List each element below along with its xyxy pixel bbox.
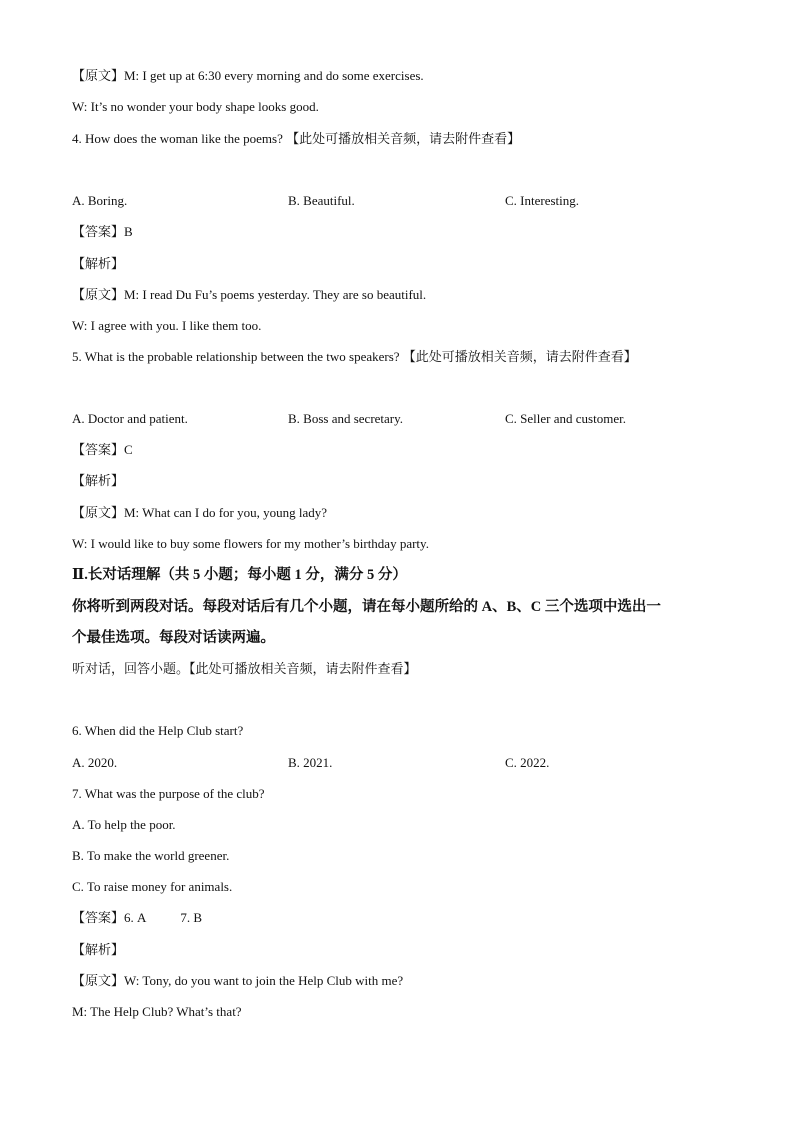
- q4-option-b: B. Beautiful.: [288, 193, 355, 208]
- q5-answer: 【答案】C: [72, 442, 133, 457]
- q6-7-transcript-man: M: The Help Club? What’s that?: [72, 1004, 242, 1019]
- dialogue-prompt: 听对话，回答小题。【此处可播放相关音频，请去附件查看】: [72, 661, 417, 676]
- q4-transcript-man: 【原文】M: I read Du Fu’s poems yesterday. They are so beautiful.: [72, 287, 427, 302]
- q4-answer: 【答案】B: [72, 224, 133, 239]
- q7-option-c: C. To raise money for animals.: [72, 879, 233, 894]
- q5-option-b: B. Boss and secretary.: [288, 411, 404, 426]
- q7-answer: 7. B: [180, 910, 203, 925]
- q7-question: 7. What was the purpose of the club?: [72, 786, 265, 801]
- q6-7-transcript-woman: 【原文】W: Tony, do you want to join the Help Club with me?: [72, 973, 404, 988]
- q6-option-c: C. 2022.: [505, 755, 550, 770]
- q4-question: 4. How does the woman like the poems? 【此处可播放相关音频，请去附件查看】: [72, 131, 521, 146]
- q5-option-c: C. Seller and customer.: [505, 411, 626, 426]
- q6-option-b: B. 2021.: [288, 755, 333, 770]
- q4-analysis-label: 【解析】: [72, 256, 125, 271]
- q6-answer: 【答案】6. A: [72, 910, 147, 925]
- q6-question: 6. When did the Help Club start?: [72, 723, 244, 738]
- q3-transcript-woman: W: It’s no wonder your body shape looks good.: [72, 99, 319, 114]
- section-instruction-line-2: 个最佳选项。每段对话读两遍。: [72, 630, 275, 646]
- q6-7-answer-row: [72, 909, 202, 927]
- q5-analysis-label: 【解析】: [72, 473, 125, 488]
- q7-option-b: B. To make the world greener.: [72, 848, 230, 863]
- q4-option-c: C. Interesting.: [505, 193, 580, 208]
- section-instruction-line-1: 你将听到两段对话。每段对话后有几个小题，请在每小题所给的 A、B、C 三个选项中选出一: [72, 599, 661, 615]
- q6-option-a: A. 2020.: [72, 755, 118, 770]
- section-heading: Ⅱ.长对话理解（共 5 小题；每小题 1 分，满分 5 分）: [72, 567, 407, 583]
- q3-transcript-man: 【原文】M: I get up at 6:30 every morning and do some exercises.: [72, 68, 424, 83]
- q4-option-a: A. Boring.: [72, 193, 128, 208]
- q5-option-a: A. Doctor and patient.: [72, 411, 188, 426]
- q5-transcript-woman: W: I would like to buy some flowers for my mother’s birthday party.: [72, 536, 429, 551]
- q4-transcript-woman: W: I agree with you. I like them too.: [72, 318, 262, 333]
- q6-7-analysis-label: 【解析】: [72, 942, 125, 957]
- q5-transcript-man: 【原文】M: What can I do for you, young lady?: [72, 505, 328, 520]
- q7-option-a: A. To help the poor.: [72, 817, 176, 832]
- q5-question: 5. What is the probable relationship between the two speakers? 【此处可播放相关音频，请去附件查看】: [72, 349, 637, 364]
